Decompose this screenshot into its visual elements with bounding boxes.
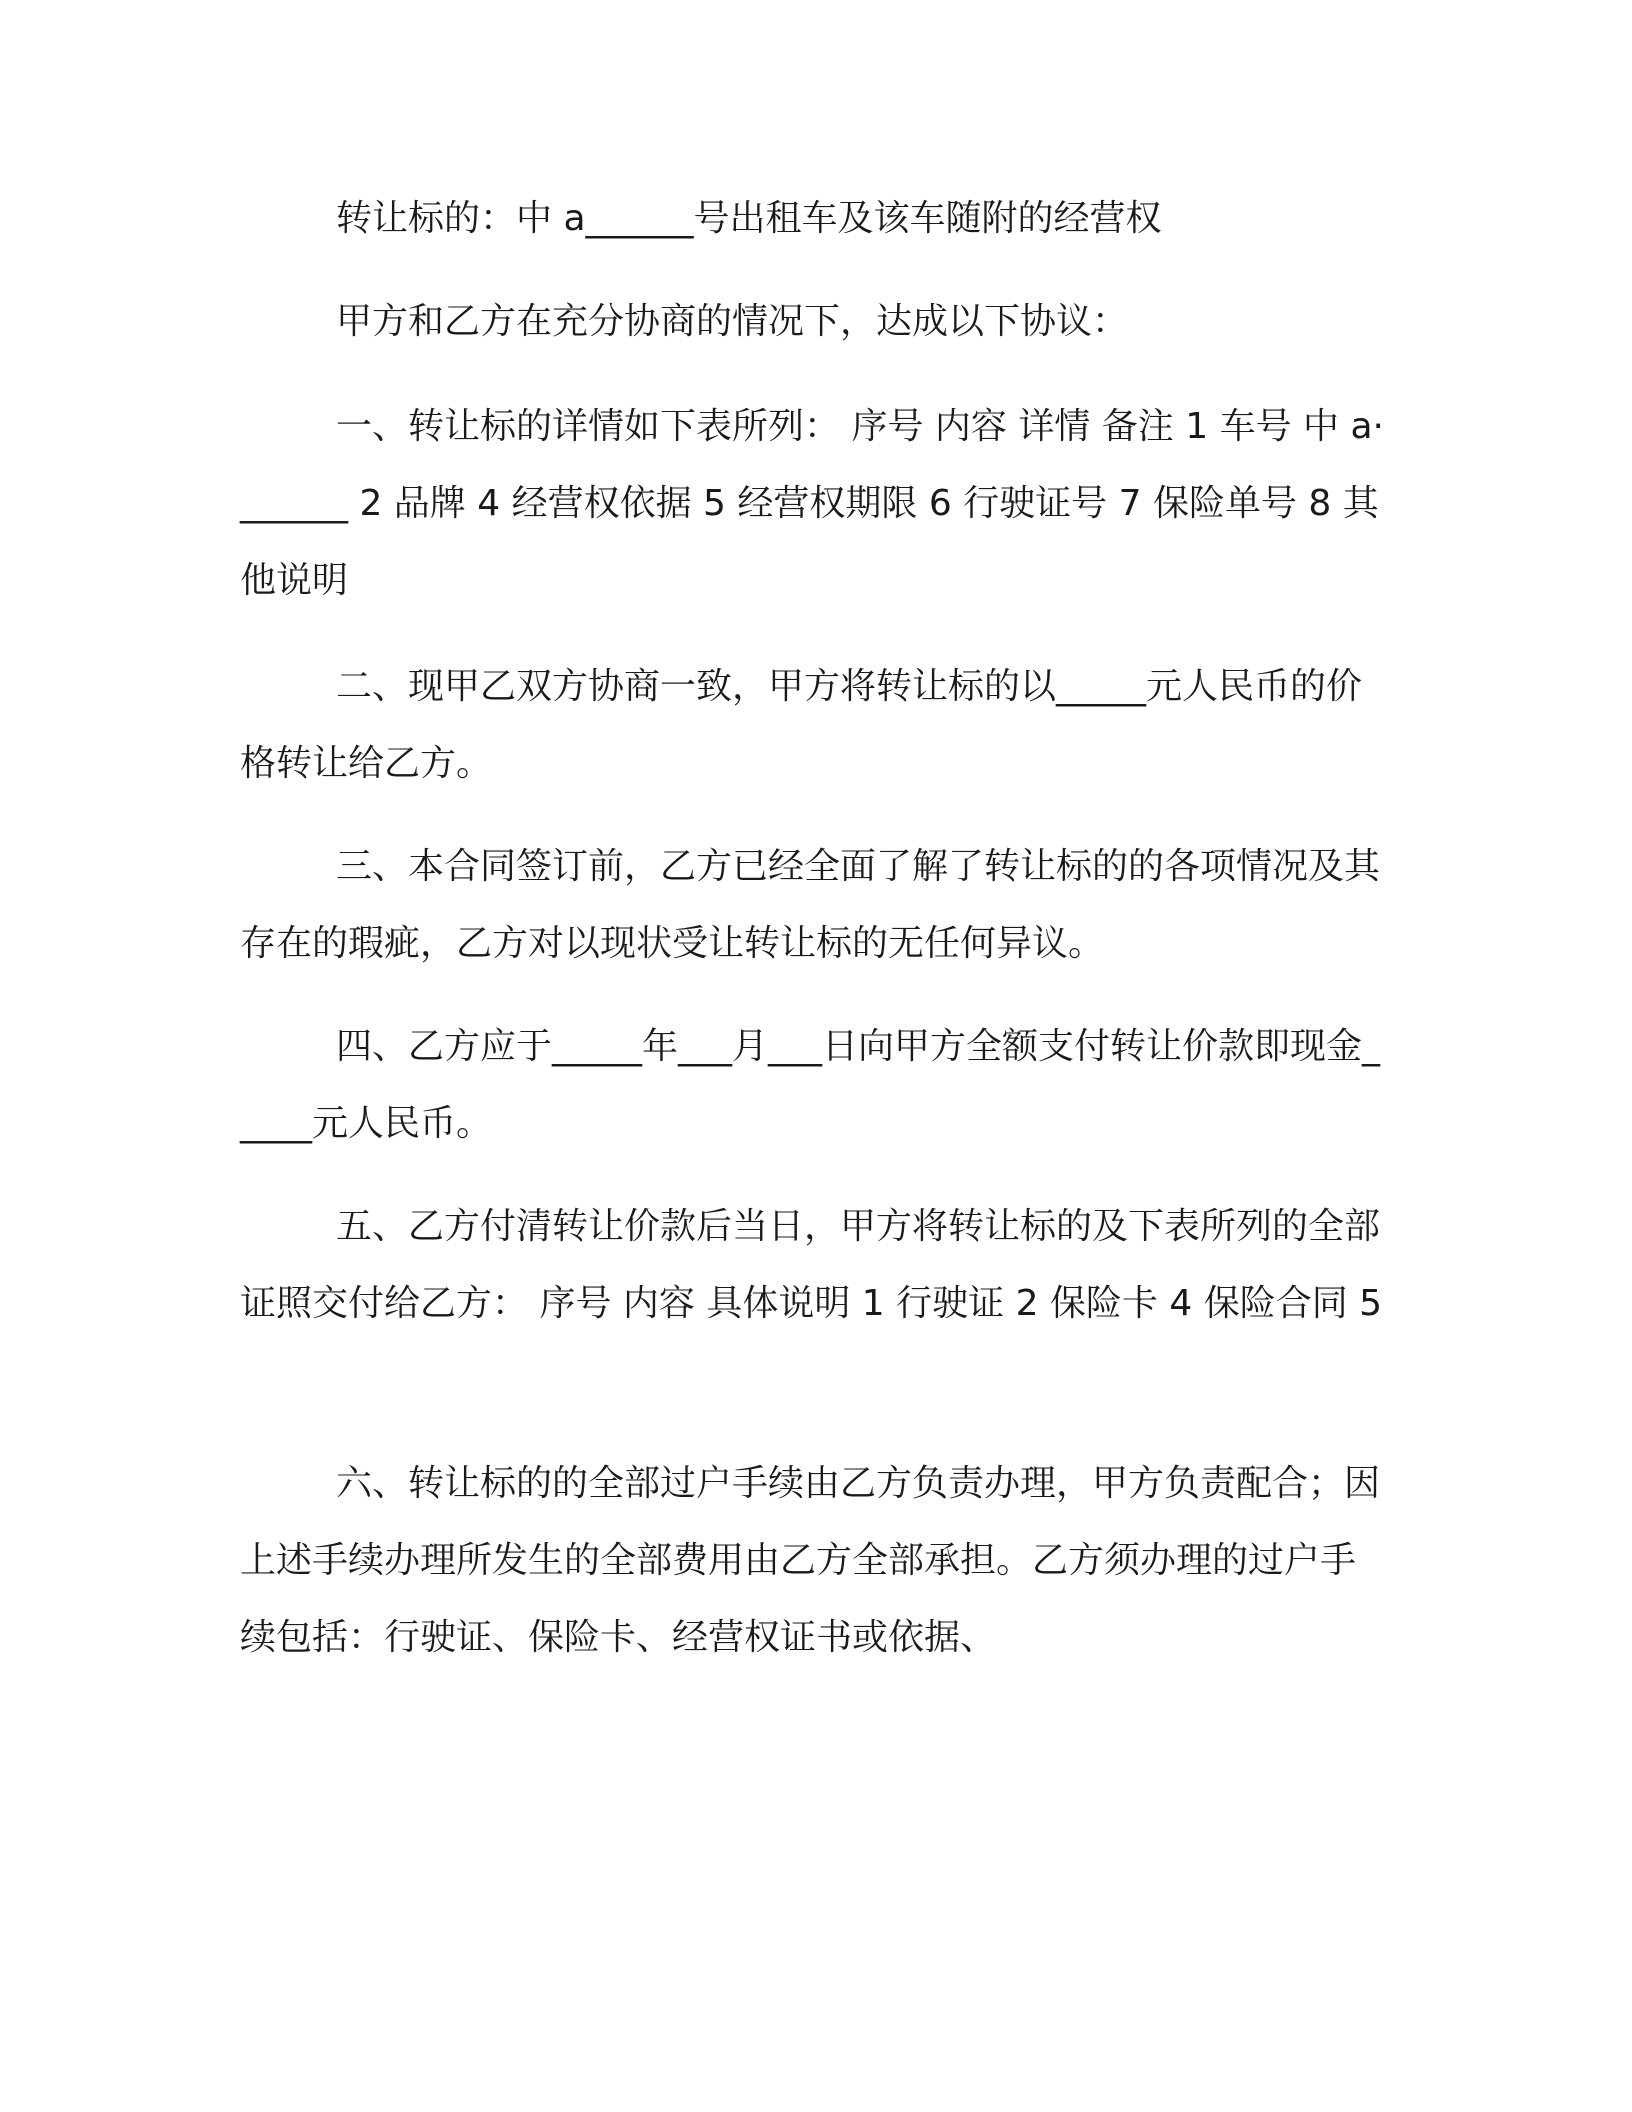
paragraph-clause-1: 一、转让标的详情如下表所列： 序号 内容 详情 备注 1 车号 中 a·______ 2 品牌 4 经营权依据 5 经营权期限 6 行驶证号 7 保险单号 8 其他说明: [240, 406, 1384, 601]
paragraph-clause-3: 三、本合同签订前，乙方已经全面了解了转让标的的各项情况及其存在的瑕疵，乙方对以现状受让转让标的无任何异议。: [240, 846, 1381, 964]
paragraph-clause-4: 四、乙方应于_____年___月___日向甲方全额支付转让价款即现金_____元人民币。: [240, 1026, 1381, 1144]
paragraph-transfer-subject: 转让标的：中 a______号出租车及该车随附的经营权: [336, 198, 1162, 239]
paragraph-clause-6: 六、转让标的的全部过户手续由乙方负责办理，甲方负责配合；因上述手续办理所发生的全部费用由乙方全部承担。乙方须办理的过户手续包括：行驶证、保险卡、经营权证书或依据、: [240, 1463, 1381, 1658]
paragraph-clause-2: 二、现甲乙双方协商一致，甲方将转让标的以_____元人民币的价格转让给乙方。: [240, 666, 1363, 784]
paragraph-clause-5: 五、乙方付清转让价款后当日，甲方将转让标的及下表所列的全部证照交付给乙方： 序号 内容 具体说明 1 行驶证 2 保险卡 4 保险合同 5: [240, 1206, 1383, 1324]
paragraph-agreement-intro: 甲方和乙方在充分协商的情况下，达成以下协议：: [336, 301, 1129, 342]
